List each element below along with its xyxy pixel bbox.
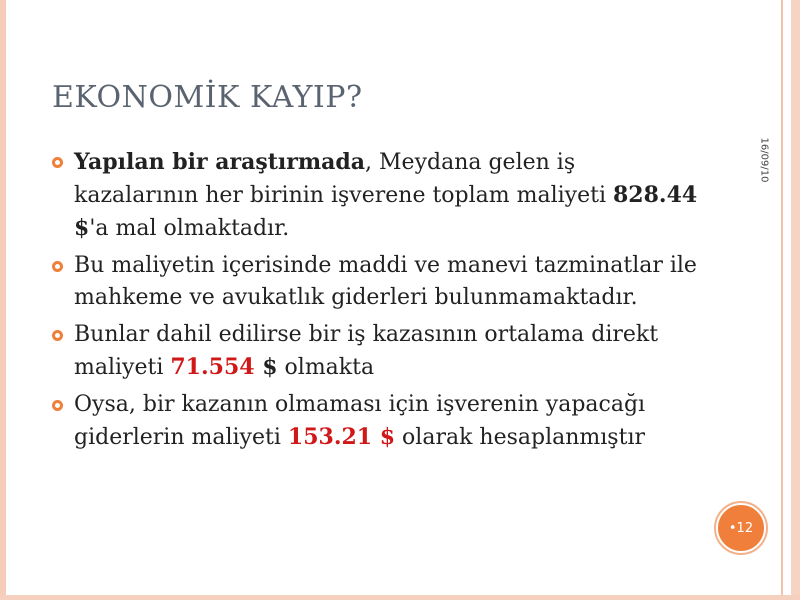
page-number-badge: •12 (716, 503, 766, 553)
bullet-text: 'a mal olmaktadır. (89, 216, 290, 241)
bullet-item (50, 319, 700, 384)
bullet-text: olmakta (277, 355, 375, 380)
bullet-red-value: 153.21 $ (287, 424, 396, 450)
bullet-bold-value: 828.44 $ (74, 182, 698, 241)
bullet-text: Bunlar dahil edilirse bir iş kazasının ortalama direkt maliyeti (74, 322, 659, 380)
slide-frame-left (0, 0, 6, 600)
bullet-bold-lead: Yapılan bir araştırmada (74, 149, 366, 175)
bullet-ring-icon (52, 157, 63, 168)
slide-frame-bottom (0, 595, 800, 600)
slide-title: EKONOMİK KAYIP? (52, 80, 363, 115)
bullet-item (50, 389, 700, 454)
bullet-ring-icon (52, 261, 63, 272)
bullet-text: Bu maliyetin içerisinde maddi ve manevi tazminatlar ile mahkeme ve avukatlık giderleri bulunmamaktadır. (74, 253, 697, 310)
bullet-ring-icon (52, 400, 63, 411)
slide-date: 16/09/10 (758, 137, 770, 183)
bullet-list (50, 146, 700, 459)
bullet-text: , Meydana gelen iş kazalarının her birinin işverene toplam maliyeti (74, 150, 613, 208)
bullet-text: Oysa, bir kazanın olmaması için işverenin yapacağı giderlerin maliyeti (74, 392, 646, 450)
slide-frame-right-line (781, 0, 783, 600)
bullet-text: olarak hesaplanmıştır (395, 425, 645, 450)
bullet-red-value: 71.554 (170, 354, 255, 380)
bullet-bold-unit: $ (254, 354, 278, 380)
bullet-item (50, 146, 700, 245)
slide-frame-right (791, 0, 800, 600)
bullet-ring-icon (52, 330, 63, 341)
bullet-item (50, 250, 700, 314)
